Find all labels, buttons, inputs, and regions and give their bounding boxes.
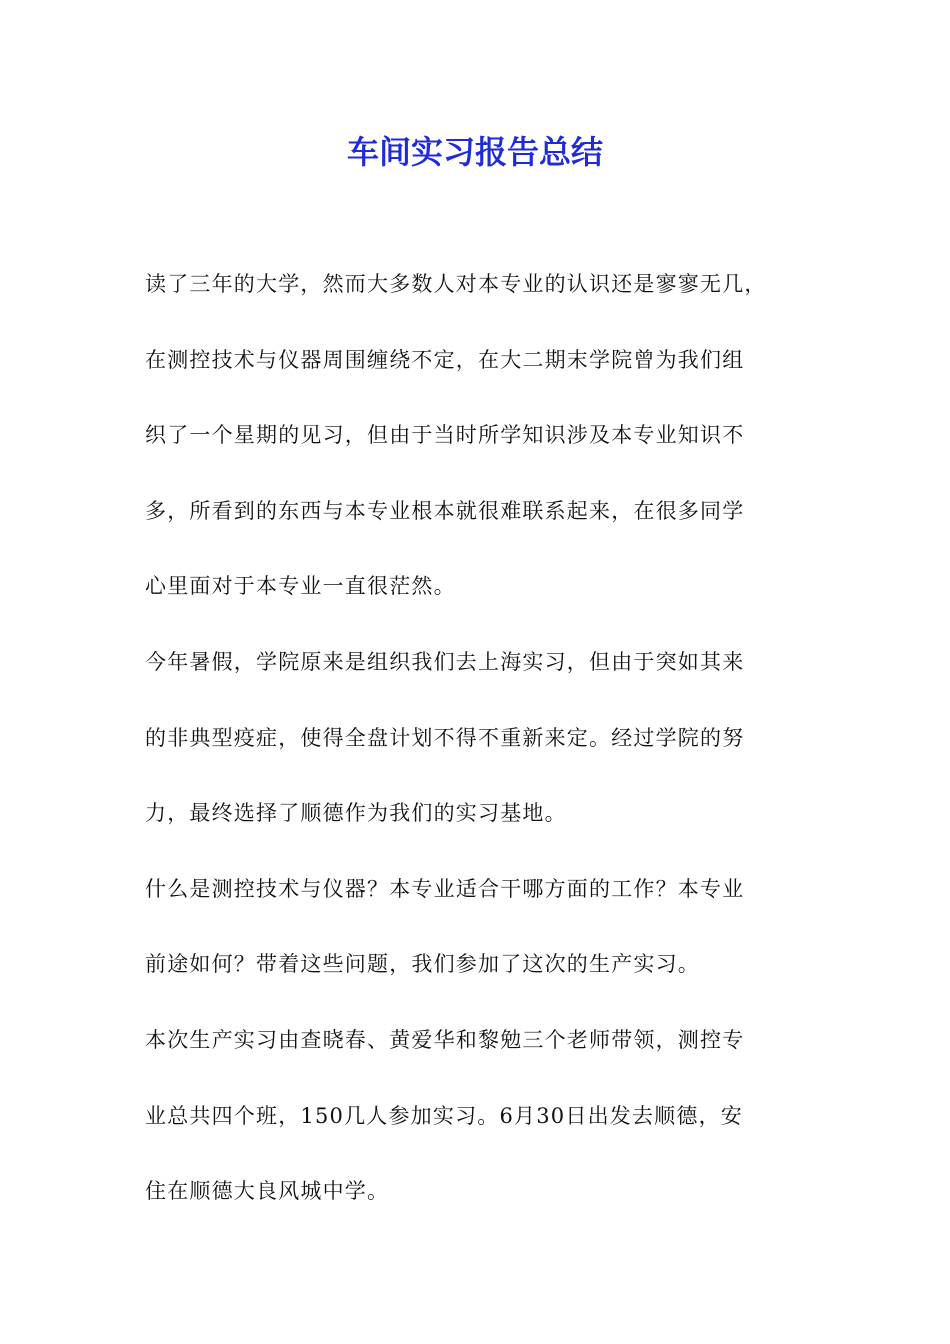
- body-line: 的非典型疫症，使得全盘计划不得不重新来定。经过学院的努: [145, 725, 745, 750]
- body-line: 本次生产实习由查晓春、黄爱华和黎勉三个老师带领，测控专: [145, 1027, 745, 1052]
- body-line: 前途如何？带着这些问题，我们参加了这次的生产实习。: [145, 952, 700, 977]
- body-line: 力，最终选择了顺德作为我们的实习基地。: [145, 801, 567, 826]
- body-line: 在测控技术与仪器周围缠绕不定，在大二期末学院曾为我们组: [145, 347, 745, 372]
- body-line: 织了一个星期的见习，但由于当时所学知识涉及本专业知识不: [145, 423, 745, 448]
- body-line: 多，所看到的东西与本专业根本就很难联系起来，在很多同学: [145, 498, 745, 523]
- body-line: 今年暑假，学院原来是组织我们去上海实习，但由于突如其来: [145, 649, 745, 674]
- body-line: 住在顺德大良风城中学。: [145, 1179, 390, 1204]
- body-line: 读了三年的大学，然而大多数人对本专业的认识还是寥寥无几，: [145, 272, 767, 296]
- document-title: 车间实习报告总结: [346, 133, 603, 171]
- document-body: [145, 262, 810, 1245]
- body-line: 什么是测控技术与仪器？本专业适合干哪方面的工作？本专业: [145, 876, 745, 901]
- body-line: 心里面对于本专业一直很茫然。: [145, 574, 456, 599]
- body-line: 业总共四个班，150几人参加实习。6月30日出发去顺德，安: [145, 1103, 743, 1128]
